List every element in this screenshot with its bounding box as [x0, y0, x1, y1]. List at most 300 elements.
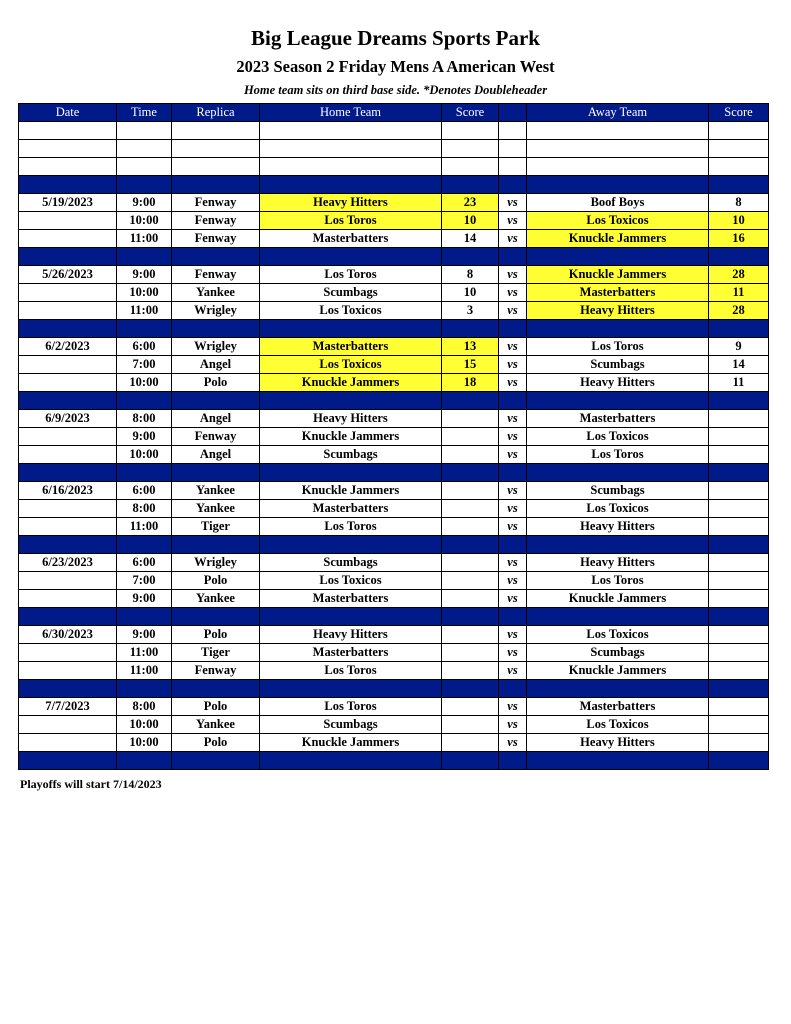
- time-cell: 6:00: [117, 338, 172, 356]
- empty-cell: [499, 680, 527, 698]
- time-cell: 10:00: [117, 212, 172, 230]
- empty-cell: [19, 392, 117, 410]
- home-team-cell: Los Toros: [260, 266, 442, 284]
- empty-cell: [442, 176, 499, 194]
- time-cell: 11:00: [117, 518, 172, 536]
- date-cell: [19, 212, 117, 230]
- empty-cell: [709, 608, 769, 626]
- replica-cell: Polo: [172, 572, 260, 590]
- empty-cell: [260, 176, 442, 194]
- empty-cell: [442, 140, 499, 158]
- empty-cell: [442, 752, 499, 770]
- away-team-cell: Masterbatters: [527, 410, 709, 428]
- empty-cell: [172, 392, 260, 410]
- header-home-score: Score: [442, 104, 499, 122]
- home-team-cell: Los Toros: [260, 212, 442, 230]
- vs-cell: vs: [499, 302, 527, 320]
- away-score-cell: [709, 500, 769, 518]
- empty-cell: [499, 392, 527, 410]
- footer-note: Playoffs will start 7/14/2023: [20, 777, 162, 791]
- replica-cell: Angel: [172, 410, 260, 428]
- home-score-cell: [442, 662, 499, 680]
- empty-cell: [709, 176, 769, 194]
- home-team-cell: Masterbatters: [260, 644, 442, 662]
- home-team-cell: Scumbags: [260, 284, 442, 302]
- date-cell: [19, 446, 117, 464]
- date-cell: [19, 500, 117, 518]
- game-row: [19, 428, 769, 446]
- schedule-table: [18, 103, 769, 770]
- empty-cell: [260, 122, 442, 140]
- empty-cell: [499, 140, 527, 158]
- replica-cell: Yankee: [172, 500, 260, 518]
- game-row: [19, 716, 769, 734]
- replica-cell: Polo: [172, 374, 260, 392]
- empty-cell: [442, 464, 499, 482]
- game-row: [19, 698, 769, 716]
- header-row: [19, 104, 769, 122]
- empty-cell: [709, 158, 769, 176]
- time-cell: 10:00: [117, 734, 172, 752]
- replica-cell: Yankee: [172, 590, 260, 608]
- empty-cell: [117, 248, 172, 266]
- vs-cell: vs: [499, 590, 527, 608]
- empty-cell: [527, 392, 709, 410]
- away-team-cell: Boof Boys: [527, 194, 709, 212]
- home-team-cell: Knuckle Jammers: [260, 428, 442, 446]
- vs-cell: vs: [499, 194, 527, 212]
- home-score-cell: 10: [442, 284, 499, 302]
- empty-cell: [172, 158, 260, 176]
- home-score-cell: [442, 410, 499, 428]
- date-cell: [19, 356, 117, 374]
- game-row: [19, 410, 769, 428]
- header-replica: Replica: [172, 104, 260, 122]
- replica-cell: Tiger: [172, 518, 260, 536]
- empty-cell: [499, 752, 527, 770]
- replica-cell: Wrigley: [172, 338, 260, 356]
- away-score-cell: 14: [709, 356, 769, 374]
- date-cell: 5/26/2023: [19, 266, 117, 284]
- empty-cell: [19, 752, 117, 770]
- home-team-cell: Scumbags: [260, 446, 442, 464]
- home-score-cell: 14: [442, 230, 499, 248]
- away-score-cell: 16: [709, 230, 769, 248]
- empty-cell: [117, 122, 172, 140]
- away-score-cell: [709, 410, 769, 428]
- empty-cell: [19, 536, 117, 554]
- empty-cell: [442, 158, 499, 176]
- away-score-cell: [709, 554, 769, 572]
- home-team-cell: Knuckle Jammers: [260, 374, 442, 392]
- empty-row: [19, 158, 769, 176]
- empty-cell: [260, 248, 442, 266]
- empty-cell: [260, 140, 442, 158]
- home-score-cell: [442, 572, 499, 590]
- replica-cell: Angel: [172, 356, 260, 374]
- empty-cell: [19, 248, 117, 266]
- time-cell: 10:00: [117, 716, 172, 734]
- empty-cell: [709, 140, 769, 158]
- date-cell: [19, 662, 117, 680]
- empty-cell: [19, 464, 117, 482]
- empty-cell: [117, 158, 172, 176]
- game-row: [19, 266, 769, 284]
- date-cell: 7/7/2023: [19, 698, 117, 716]
- home-score-cell: [442, 500, 499, 518]
- empty-cell: [442, 320, 499, 338]
- date-cell: [19, 644, 117, 662]
- empty-cell: [499, 158, 527, 176]
- away-score-cell: [709, 716, 769, 734]
- away-team-cell: Knuckle Jammers: [527, 230, 709, 248]
- time-cell: 9:00: [117, 194, 172, 212]
- game-row: [19, 356, 769, 374]
- time-cell: 9:00: [117, 590, 172, 608]
- replica-cell: Fenway: [172, 212, 260, 230]
- empty-cell: [709, 752, 769, 770]
- date-cell: [19, 374, 117, 392]
- date-cell: [19, 428, 117, 446]
- vs-cell: vs: [499, 374, 527, 392]
- away-score-cell: [709, 698, 769, 716]
- separator-row: [19, 392, 769, 410]
- empty-cell: [709, 248, 769, 266]
- time-cell: 10:00: [117, 284, 172, 302]
- replica-cell: Polo: [172, 626, 260, 644]
- away-team-cell: Knuckle Jammers: [527, 266, 709, 284]
- game-row: [19, 734, 769, 752]
- home-team-cell: Masterbatters: [260, 338, 442, 356]
- away-score-cell: [709, 662, 769, 680]
- home-score-cell: [442, 518, 499, 536]
- empty-cell: [117, 464, 172, 482]
- vs-cell: vs: [499, 428, 527, 446]
- vs-cell: vs: [499, 554, 527, 572]
- empty-cell: [260, 158, 442, 176]
- empty-cell: [442, 248, 499, 266]
- game-row: [19, 284, 769, 302]
- away-score-cell: [709, 518, 769, 536]
- home-score-cell: [442, 644, 499, 662]
- empty-cell: [172, 680, 260, 698]
- empty-cell: [527, 752, 709, 770]
- empty-cell: [527, 122, 709, 140]
- page-title: Big League Dreams Sports Park: [251, 26, 540, 50]
- home-score-cell: 10: [442, 212, 499, 230]
- empty-cell: [499, 320, 527, 338]
- replica-cell: Wrigley: [172, 302, 260, 320]
- away-score-cell: 10: [709, 212, 769, 230]
- away-team-cell: Heavy Hitters: [527, 554, 709, 572]
- empty-cell: [442, 392, 499, 410]
- time-cell: 8:00: [117, 698, 172, 716]
- empty-cell: [172, 140, 260, 158]
- time-cell: 10:00: [117, 446, 172, 464]
- time-cell: 11:00: [117, 302, 172, 320]
- away-team-cell: Los Toxicos: [527, 716, 709, 734]
- home-team-cell: Heavy Hitters: [260, 626, 442, 644]
- away-score-cell: [709, 446, 769, 464]
- game-row: [19, 626, 769, 644]
- game-row: [19, 338, 769, 356]
- empty-cell: [117, 320, 172, 338]
- away-score-cell: 9: [709, 338, 769, 356]
- empty-cell: [19, 320, 117, 338]
- empty-cell: [19, 158, 117, 176]
- home-team-cell: Scumbags: [260, 554, 442, 572]
- empty-cell: [172, 464, 260, 482]
- separator-row: [19, 608, 769, 626]
- time-cell: 9:00: [117, 266, 172, 284]
- separator-row: [19, 752, 769, 770]
- vs-cell: vs: [499, 338, 527, 356]
- empty-cell: [19, 140, 117, 158]
- home-score-cell: [442, 698, 499, 716]
- home-team-cell: Masterbatters: [260, 230, 442, 248]
- replica-cell: Yankee: [172, 482, 260, 500]
- vs-cell: vs: [499, 446, 527, 464]
- separator-row: [19, 248, 769, 266]
- away-team-cell: Scumbags: [527, 356, 709, 374]
- empty-cell: [709, 320, 769, 338]
- game-row: [19, 518, 769, 536]
- date-cell: [19, 230, 117, 248]
- away-team-cell: Heavy Hitters: [527, 518, 709, 536]
- empty-cell: [19, 176, 117, 194]
- vs-cell: vs: [499, 662, 527, 680]
- empty-cell: [527, 158, 709, 176]
- empty-cell: [527, 248, 709, 266]
- empty-cell: [709, 536, 769, 554]
- time-cell: 7:00: [117, 572, 172, 590]
- empty-cell: [499, 536, 527, 554]
- away-team-cell: Knuckle Jammers: [527, 662, 709, 680]
- away-team-cell: Los Toxicos: [527, 500, 709, 518]
- vs-cell: vs: [499, 644, 527, 662]
- vs-cell: vs: [499, 518, 527, 536]
- date-cell: [19, 716, 117, 734]
- home-team-cell: Los Toxicos: [260, 356, 442, 374]
- away-team-cell: Scumbags: [527, 482, 709, 500]
- empty-cell: [19, 680, 117, 698]
- home-team-cell: Knuckle Jammers: [260, 482, 442, 500]
- empty-cell: [527, 464, 709, 482]
- home-score-cell: 8: [442, 266, 499, 284]
- date-cell: [19, 590, 117, 608]
- away-team-cell: Heavy Hitters: [527, 734, 709, 752]
- replica-cell: Angel: [172, 446, 260, 464]
- empty-cell: [709, 464, 769, 482]
- game-row: [19, 302, 769, 320]
- date-cell: 5/19/2023: [19, 194, 117, 212]
- away-score-cell: 11: [709, 374, 769, 392]
- date-cell: 6/9/2023: [19, 410, 117, 428]
- away-score-cell: 28: [709, 302, 769, 320]
- game-row: [19, 572, 769, 590]
- away-team-cell: Heavy Hitters: [527, 374, 709, 392]
- vs-cell: vs: [499, 572, 527, 590]
- empty-cell: [117, 176, 172, 194]
- vs-cell: vs: [499, 500, 527, 518]
- header-date: Date: [19, 104, 117, 122]
- away-score-cell: [709, 734, 769, 752]
- away-team-cell: Los Toros: [527, 446, 709, 464]
- home-score-cell: [442, 626, 499, 644]
- time-cell: 10:00: [117, 374, 172, 392]
- empty-cell: [19, 608, 117, 626]
- replica-cell: Wrigley: [172, 554, 260, 572]
- away-score-cell: 11: [709, 284, 769, 302]
- header-home-team: Home Team: [260, 104, 442, 122]
- empty-cell: [499, 608, 527, 626]
- away-score-cell: [709, 428, 769, 446]
- empty-cell: [527, 608, 709, 626]
- home-team-cell: Los Toros: [260, 518, 442, 536]
- away-score-cell: [709, 572, 769, 590]
- away-team-cell: Los Toxicos: [527, 212, 709, 230]
- away-score-cell: 8: [709, 194, 769, 212]
- empty-cell: [709, 122, 769, 140]
- away-team-cell: Heavy Hitters: [527, 302, 709, 320]
- schedule-body: [19, 122, 769, 770]
- home-team-cell: Knuckle Jammers: [260, 734, 442, 752]
- game-row: [19, 482, 769, 500]
- empty-cell: [117, 140, 172, 158]
- time-cell: 8:00: [117, 500, 172, 518]
- replica-cell: Fenway: [172, 266, 260, 284]
- date-cell: 6/2/2023: [19, 338, 117, 356]
- empty-cell: [117, 608, 172, 626]
- header-away-team: Away Team: [527, 104, 709, 122]
- time-cell: 8:00: [117, 410, 172, 428]
- empty-cell: [527, 320, 709, 338]
- away-score-cell: [709, 482, 769, 500]
- empty-cell: [527, 536, 709, 554]
- replica-cell: Polo: [172, 734, 260, 752]
- away-team-cell: Los Toros: [527, 338, 709, 356]
- vs-cell: vs: [499, 698, 527, 716]
- vs-cell: vs: [499, 716, 527, 734]
- empty-cell: [499, 122, 527, 140]
- separator-row: [19, 176, 769, 194]
- empty-cell: [709, 680, 769, 698]
- replica-cell: Fenway: [172, 662, 260, 680]
- game-row: [19, 212, 769, 230]
- home-score-cell: [442, 716, 499, 734]
- date-cell: 6/16/2023: [19, 482, 117, 500]
- empty-cell: [19, 122, 117, 140]
- date-cell: 6/30/2023: [19, 626, 117, 644]
- home-team-cell: Los Toxicos: [260, 302, 442, 320]
- time-cell: 6:00: [117, 554, 172, 572]
- time-cell: 7:00: [117, 356, 172, 374]
- home-score-cell: [442, 734, 499, 752]
- empty-cell: [117, 536, 172, 554]
- empty-cell: [172, 176, 260, 194]
- home-score-cell: [442, 554, 499, 572]
- home-team-cell: Masterbatters: [260, 500, 442, 518]
- empty-cell: [172, 320, 260, 338]
- page-subtitle: 2023 Season 2 Friday Mens A American West: [236, 57, 555, 76]
- away-score-cell: [709, 590, 769, 608]
- empty-cell: [117, 392, 172, 410]
- empty-cell: [260, 752, 442, 770]
- empty-cell: [260, 392, 442, 410]
- time-cell: 11:00: [117, 230, 172, 248]
- empty-cell: [172, 536, 260, 554]
- replica-cell: Fenway: [172, 230, 260, 248]
- replica-cell: Fenway: [172, 428, 260, 446]
- empty-cell: [527, 176, 709, 194]
- home-team-cell: Los Toros: [260, 698, 442, 716]
- away-score-cell: 28: [709, 266, 769, 284]
- separator-row: [19, 464, 769, 482]
- away-team-cell: Masterbatters: [527, 284, 709, 302]
- away-team-cell: Los Toxicos: [527, 428, 709, 446]
- date-cell: 6/23/2023: [19, 554, 117, 572]
- game-row: [19, 644, 769, 662]
- header-away-score: Score: [709, 104, 769, 122]
- time-cell: 9:00: [117, 428, 172, 446]
- home-score-cell: 13: [442, 338, 499, 356]
- empty-cell: [442, 536, 499, 554]
- empty-cell: [117, 680, 172, 698]
- vs-cell: vs: [499, 212, 527, 230]
- empty-cell: [499, 248, 527, 266]
- home-score-cell: [442, 428, 499, 446]
- home-score-cell: [442, 446, 499, 464]
- empty-cell: [172, 122, 260, 140]
- empty-cell: [117, 752, 172, 770]
- empty-row: [19, 140, 769, 158]
- home-team-cell: Los Toros: [260, 662, 442, 680]
- separator-row: [19, 320, 769, 338]
- away-team-cell: Knuckle Jammers: [527, 590, 709, 608]
- vs-cell: vs: [499, 266, 527, 284]
- home-score-cell: [442, 590, 499, 608]
- home-team-cell: Heavy Hitters: [260, 194, 442, 212]
- date-cell: [19, 572, 117, 590]
- empty-cell: [260, 680, 442, 698]
- date-cell: [19, 518, 117, 536]
- empty-cell: [499, 176, 527, 194]
- away-team-cell: Masterbatters: [527, 698, 709, 716]
- away-team-cell: Los Toros: [527, 572, 709, 590]
- empty-cell: [172, 608, 260, 626]
- empty-cell: [527, 140, 709, 158]
- separator-row: [19, 680, 769, 698]
- game-row: [19, 590, 769, 608]
- time-cell: 11:00: [117, 644, 172, 662]
- empty-row: [19, 122, 769, 140]
- empty-cell: [527, 680, 709, 698]
- replica-cell: Yankee: [172, 716, 260, 734]
- game-row: [19, 194, 769, 212]
- home-score-cell: 15: [442, 356, 499, 374]
- away-score-cell: [709, 626, 769, 644]
- empty-cell: [442, 608, 499, 626]
- empty-cell: [442, 680, 499, 698]
- empty-cell: [260, 464, 442, 482]
- vs-cell: vs: [499, 356, 527, 374]
- page-note: Home team sits on third base side. *Denotes Doubleheader: [243, 83, 548, 97]
- time-cell: 6:00: [117, 482, 172, 500]
- empty-cell: [260, 536, 442, 554]
- empty-cell: [172, 248, 260, 266]
- home-team-cell: Heavy Hitters: [260, 410, 442, 428]
- vs-cell: vs: [499, 230, 527, 248]
